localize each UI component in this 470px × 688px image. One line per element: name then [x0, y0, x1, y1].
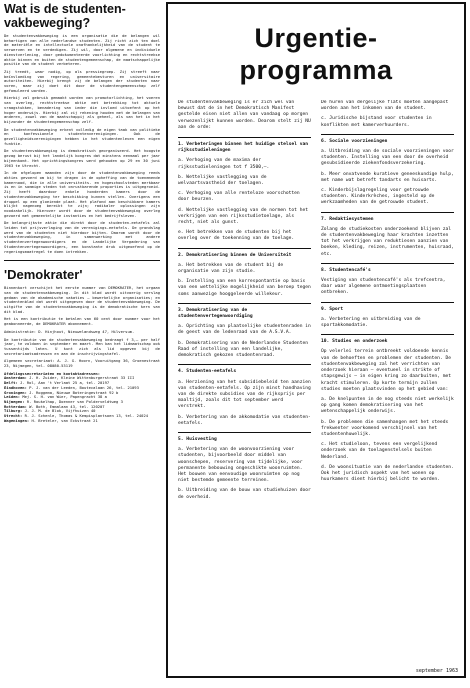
- address-text: H. Breteler, van Eckstraat 21: [31, 417, 98, 423]
- address-city: Tilburg:: [4, 408, 23, 414]
- article-body: [4, 34, 160, 254]
- paragraph: De kontributie van de studentenvakbeweging bedraagt f 3,— per half jaar, te voldoen in september en maart. Men kan het lidmaatschap ook tussentijds laten. U kunt zich als lid opgeven bij de secretariaatsadressen en aan de inschrijvingstafel.: [4, 336, 160, 356]
- section-title: 6. Sociale voorzieningen: [321, 138, 388, 144]
- address-city: Utrecht:: [4, 413, 23, 419]
- paragraph: Hierbij zal gebruik gemaakt worden van promotorlichting, het voeren van overleg, rechtstreekse aktie met betrekking tot aktuele vraagstukken, benadering van ieder die invloed uitoefent op het hoger onderwijs. Hierbij zal zij rekening houden met de belangen van anderen, zowel van de maatschappij als geheel, als van het in het bijzonder de studentengemeenschap zelf.: [4, 95, 160, 124]
- program-column-2: [321, 100, 454, 670]
- address-text: Mej. S. H. van Wier, Papengracht 38 a: [22, 394, 107, 400]
- paragraph: Algemeen secretariaat: A. J. G. Hoorn, Vooruitgang 36, Groenestraat 23, Nijmegen, tel. 08080-53119: [4, 358, 160, 369]
- program-item: b. Demokratisering van de Nederlandse Studenten Raad of instelling van een landelijke, demokratisch gekozen studentenraad.: [178, 340, 308, 359]
- address-text: R. Roukelhap, Doenner van Polderveldtweg 3: [26, 399, 123, 404]
- program-item: Zolang de studiekosten onderzoekend blijven zal de studentenvakbeweging haar krachten inzetten tot het verkrijgen van reduktiesen aanzien van boeken, kleding, reizen, instrumenten, huisraad, etc.: [321, 226, 454, 257]
- section-divider: [178, 364, 311, 365]
- paragraph: Zij treedt, waar nodig, op als pressiegroep. Zij streeft naar beïnvloeding van regering, gemeentebesturen en universitaire autoriteiten. Hierbij brengt zij de belangen der studenten naar voren, maar zij doet dit door de studentengemeenschap zelf gefomuleerd worden.: [4, 68, 160, 93]
- section-divider: [321, 212, 454, 213]
- paragraph: In de afgelopen maanden zijn door de studentenvakbeweging reeds akties gevoerd om bij te dragen in de opheffing van de toenemende kamernood, die in alle universiteits- en hogeschoolsteden merkbaar is en in sommige steden tot onrustbarende proporties is uitgegroeid. Zij heeft daardoor enkele honderden kamers door de studentenvakbeweging ter beschikking kunnen stellen. Overigens een druppel op een gloeiende plaat. Het plafond aan beschikbare kamers blijkt nagenoeg bereikt te zijn; radikaler oplossingen zijn noodzakelijk. Hierover wordt door de studentenvakbeweging overleg gevoerd met gemeentelijke instanties en het bedrijfsleven.: [4, 170, 160, 218]
- program-title: [168, 22, 464, 86]
- program-item: b. Wettelijke vastlegging van de welvaartsvastheid der toelagen.: [178, 174, 267, 187]
- program-item: b. De problemen die samenhangen met het steeds frekwenter voorkomend verschijnsel van het studentenhuwelijk.: [321, 419, 449, 437]
- section-divider: [321, 334, 454, 335]
- address-city: Delft:: [4, 380, 18, 386]
- address-heading: Afdelingssecretariaten en kontaktadressen:: [4, 370, 101, 376]
- address-city: Amsterdam:: [4, 375, 27, 381]
- program-item: a. Verhoging van de maxima der rijksstudieleningen tot f 3500,—.: [178, 158, 270, 170]
- article-title: Wat is de studenten-vakbeweging?: [4, 2, 126, 30]
- program-item: d. Wettelijke vastlegging van de normen tot het verkrijgen van een rijksstudietoelage, als recht, niet als gunst.: [178, 207, 308, 226]
- program-item: b. Uitbreiding van de bouw van studiehuizen door de overheid.: [178, 488, 311, 500]
- address-text: R. J. Schenle, Thomas & Kempisplantsoen 13, tel. 24024: [24, 413, 149, 419]
- address-text: J. J. M. de Blok, Vijfhuizen 40: [24, 408, 96, 414]
- program-item: a. Verbetering van de woonvoorziening voor studenten, bijvoorbeeld door middel van woonschepen, reservering van tijdelijke, voor permanente bebouwing ongeschikte woonruimten. Het bouwen van eenvoudige woonruimten op nog niet bestemde gemeente terreinen.: [178, 447, 303, 484]
- section-title: 2. Demokratisering binnen de Universiteit: [178, 252, 292, 258]
- program-item: Vestiging van studentencafé's als trefcentra, daar waar algemene ontmoetingsplaatsen ontbreken.: [321, 278, 446, 296]
- address-city: Wageningen:: [4, 417, 30, 423]
- address-city: Rotterdam:: [4, 403, 27, 409]
- program-item: c. Verhoging van alle renteloze voorschotten door beurzen.: [178, 191, 300, 203]
- demokrater-title: 'Demokrater': [4, 267, 83, 283]
- section-divider: [321, 302, 454, 303]
- paragraph: Binnenkort verschijnt het eerste nummer van DEMOKRATER, het orgaan van de studentenvakbeweging. In dit blad wordt uitvoerig verslag gedaan van de akademische vakaties — bewerkelijke organisaties; en studentenblad dat wordt uitgegeven door de studentenvakbeweging. De uitgifte van de studentenvakbeweging is de demokratische kern van dit blad.: [4, 285, 160, 314]
- paragraph: De studentenvakbeweging erkent volledig de eigen taak van politieke en konfessionele studentenverenigingen. Ook de gezelligheidsverenigingen hebben in het studentenleven een eigen funktie.: [4, 126, 160, 146]
- demokrater-body: [4, 286, 160, 369]
- program-item: a. Herziening van het subsidiebeleid ten aanzien van studenten-eetafels. Op zijn minst handhaving van de direkte subsidies van de rijksprijs per maaltijd, zoals dit tot september werd verstrekt.: [178, 379, 311, 410]
- program-item: Op velerlei terrein ontbreekt voldoende kennis van de behoeften en problemen der studenten. De studentenvakbeweging zal het verrichten van onderzoek hieraan — eventueel in strikte of stapsgewijs — in eigen kring zo daarbuiten, met kracht stimuleren. Op korte termijn zullen studies moeten plaatsvinden op het gebied van:: [321, 349, 451, 392]
- section-title: 1. Verbeteringen binnen het huidige stelsel van rijksstudieleningen: [178, 142, 308, 154]
- paragraph: De belangrijkste aktie die direkt door de studenten-eetafels zal leiden tot prijsverlaging van de verenigings-eetafels. De grondslag werd van de studenten niet hierdoor bijten. Daarom wordt door de studentenvakbeweging, in samenwerking met andere studentenvertegenwoordigers en de Landelijke Vergadering van Studentenvertegenwoordigers, een konstante druk uitgeoefend op de regeringsmaatregel te doen intrekken.: [4, 220, 160, 254]
- section-title: 5. Huisvesting: [178, 436, 217, 442]
- address-text: J. Roggema, Nieuwe Boteringestraat 92 b: [29, 389, 119, 395]
- section-title: 10. Studies en onderzoek: [321, 339, 388, 345]
- program-item: d. De woonsituatie van de nederlandse studenten. Ook het juridisch aspekt van het wonen op huurkamers dient hierbij belicht te worden.: [321, 464, 454, 483]
- program-item: c. Het studieloon, tevens een vergelijkend onderzoek van de toelagenstelsels buiten Nederland.: [321, 442, 438, 460]
- address-row: [4, 419, 160, 424]
- program-item: c. Kinderbijslagregeling voor getrouwde studenten. Kinderkrèches, ingesteld op de werkzaamheden van de getrouwde student.: [321, 188, 435, 206]
- program-item: a. Oprichting van plaatselijke studentenraden in de geest van de ledenraad van de A.S.V.A.: [178, 324, 311, 336]
- paragraph: De studentenvakbeweging is demokratisch georganiseerd. Het hoogste gezag berust bij het landelijk kongres dat minstens eenmaal per jaar bijeenkomt. Het oprichtingskongres werd gehouden op 29 en 30 juni 1963 te Utrecht.: [4, 148, 160, 168]
- urgency-program-box: [166, 2, 466, 678]
- address-city: Eindhoven:: [4, 384, 27, 390]
- section-title: 9. Sport: [321, 306, 344, 312]
- section-title: 3. Demokratisering van de studentenvertegenwoordiging: [178, 307, 253, 320]
- section-divider: [321, 263, 454, 264]
- paragraph: Administratie: D. Hinjhout, Nieuwelandsweg 47, Hilversum.: [4, 328, 135, 334]
- program-item: a. Verbetering en uitbreiding van de sportakkomodatie.: [321, 316, 421, 329]
- section-divider: [321, 134, 454, 135]
- program-columns: [178, 100, 454, 670]
- paragraph: De studentenvakbeweging is een organisatie die de belangen wil behartigen van alle nederlandse studenten. Zij richt zich ten doel de materiële en intellectuele onafhankelijkheid van de student te verwerven en te verdedigen. Zij wil, door algemene en individuele dienstverlening, door gedokumenteerde voorlichting en rechtstreekse aktie binnen en buiten de studentengemeenschap, de maatschappelijke positie van de student verbeteren.: [4, 33, 160, 67]
- title-line-1: Urgentie-: [254, 23, 378, 53]
- address-city: Nijmegen:: [4, 399, 25, 404]
- program-item: b. Instelling van een korrespontantie op basis van een wettelijke mogelijkheid van beroep tegen soms aanwezige hooggeleerde willekeur.: [178, 279, 311, 297]
- address-city: Leiden:: [4, 394, 21, 400]
- section-title: 8. Studentencafé's: [321, 267, 371, 273]
- address-text: J. Rol, Aan 't Verlaat 25 a, tel. 20197: [20, 380, 110, 386]
- program-item: De huren van dergelijke flats moeten aangepast worden aan het inkomen van de student.: [321, 100, 449, 112]
- program-item: c. Juridische bijstand voor studenten in konflikten met kamerverhuurders.: [321, 116, 432, 128]
- program-item: a. Uitbreiding van de sociale voorzieningen voor studenten. Instelling van een door de overheid gesubsidieerde ziekenfondsverzekering.: [321, 149, 454, 167]
- section-divider: [178, 137, 311, 138]
- address-text: W. Both, Emmalaan 43, tel. 120207: [29, 403, 105, 409]
- section-title: 7. Redaktiesystemen: [321, 216, 374, 222]
- program-intro: De studentenvakbeweging is er zich wel van bewust dat de in het Demokratisch Manifest gestelde eisen niet allen van vandaag op morgen verwezenlijkt kunnen worden. Dearom stelt zij NU aan de orde:: [178, 100, 311, 130]
- program-item: b. Meer onvatvende kuratieve geneeskundige hulp, met name wat betreft tandarts en huisarts.: [321, 171, 454, 183]
- program-item: b. Verbetering van de akkomodatie van studenten-eetafels.: [178, 414, 311, 426]
- address-city: Groningen:: [4, 389, 27, 395]
- section-divider: [178, 432, 311, 433]
- program-item: a. De knelpunten in de nog steeds niet werkelijk op gang komen demokratisering van het wetenschappelijk onderwijs.: [321, 396, 454, 415]
- program-column-1: [178, 100, 311, 670]
- left-column: [4, 2, 160, 682]
- program-item: a. Het betrekken van de student bij de organisatie van zijn studie.: [178, 262, 284, 275]
- address-list: [4, 376, 160, 423]
- section-divider: [178, 303, 311, 304]
- section-title: 4. Studenten-eetafels: [178, 369, 237, 375]
- issue-date: september 1963: [415, 668, 458, 674]
- title-line-2: programma: [239, 55, 393, 85]
- section-divider: [178, 248, 311, 249]
- divider: [4, 260, 160, 261]
- address-text: J. H. Zuider, Kleine Wittenburgerstraat 33 III: [29, 375, 135, 381]
- address-text: P. J. van der Leeden, Boutecalaan 26, tel. 21093: [29, 384, 139, 390]
- program-item: e. Het betrekken van de studenten bij het overleg over de toekenning van de toelage.: [178, 230, 295, 242]
- paragraph: Het is een kontributie te betalen van 60 cent door nummer voor het geabonneerde, de DEMOKRATER abonnement.: [4, 316, 160, 327]
